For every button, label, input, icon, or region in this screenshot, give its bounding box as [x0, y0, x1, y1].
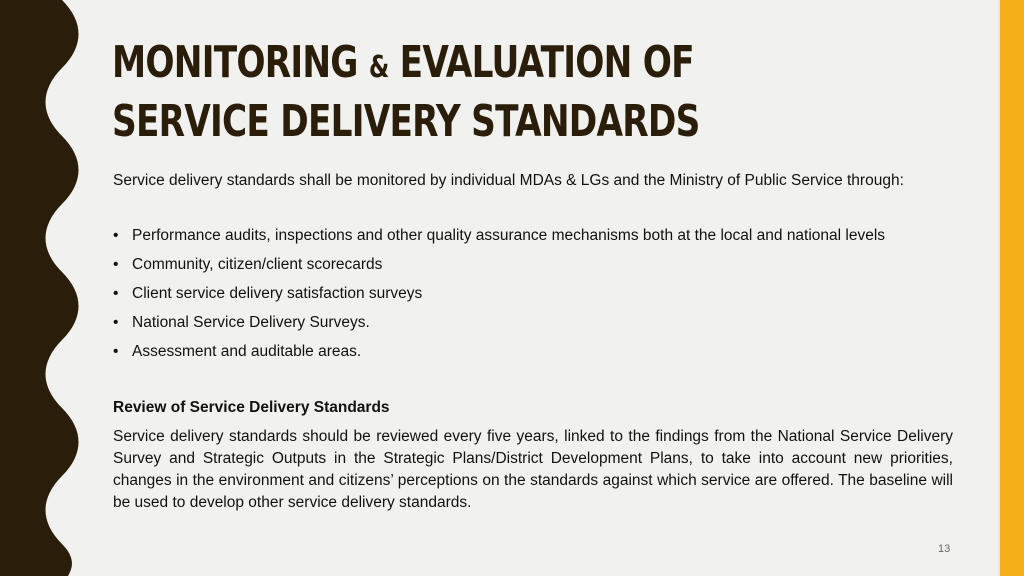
bullet-text: Community, citizen/client scorecards [132, 256, 383, 273]
bullet-text: Assessment and auditable areas. [132, 343, 362, 360]
list-item [113, 279, 953, 308]
page-number: 13 [938, 543, 951, 555]
bullet-icon: • [113, 227, 119, 244]
list-item [113, 308, 953, 337]
bullet-text: National Service Delivery Surveys. [132, 314, 370, 331]
right-accent-bar [1000, 0, 1024, 576]
review-paragraph: Service delivery standards should be reviewed every five years, linked to the findings from the National Service Delivery Survey and Strategic Outputs in the Strategic Plans/District Development Plans, to take into account new priorities, changes in the environment and citizens’ perceptions on the standards against which service are offered. The baseline will be used to develop other service delivery standards. [113, 428, 953, 511]
bullet-text: Client service delivery satisfaction surveys [132, 285, 423, 302]
bullet-list [113, 221, 953, 366]
bullet-icon: • [113, 314, 119, 331]
intro-paragraph: Service delivery standards shall be monitored by individual MDAs & LGs and the Ministry of Public Service through: [113, 172, 904, 189]
bullet-icon: • [113, 256, 119, 273]
wavy-left-border [0, 0, 80, 576]
bullet-icon: • [113, 285, 119, 302]
bullet-text: Performance audits, inspections and other quality assurance mechanisms both at the local and national levels [132, 227, 886, 244]
title-line-2: SERVICE DELIVERY STANDARDS [112, 96, 700, 147]
list-item [113, 337, 953, 366]
bullet-icon: • [113, 343, 119, 360]
slide-title [112, 36, 783, 149]
review-heading: Review of Service Delivery Standards [113, 399, 390, 416]
title-line-1 [112, 36, 783, 95]
title-word-monitoring: MONITORING [112, 37, 358, 88]
list-item [113, 221, 953, 250]
title-ampersand: & [368, 50, 389, 85]
title-word-evaluation: EVALUATION OF [399, 37, 694, 88]
list-item [113, 250, 953, 279]
